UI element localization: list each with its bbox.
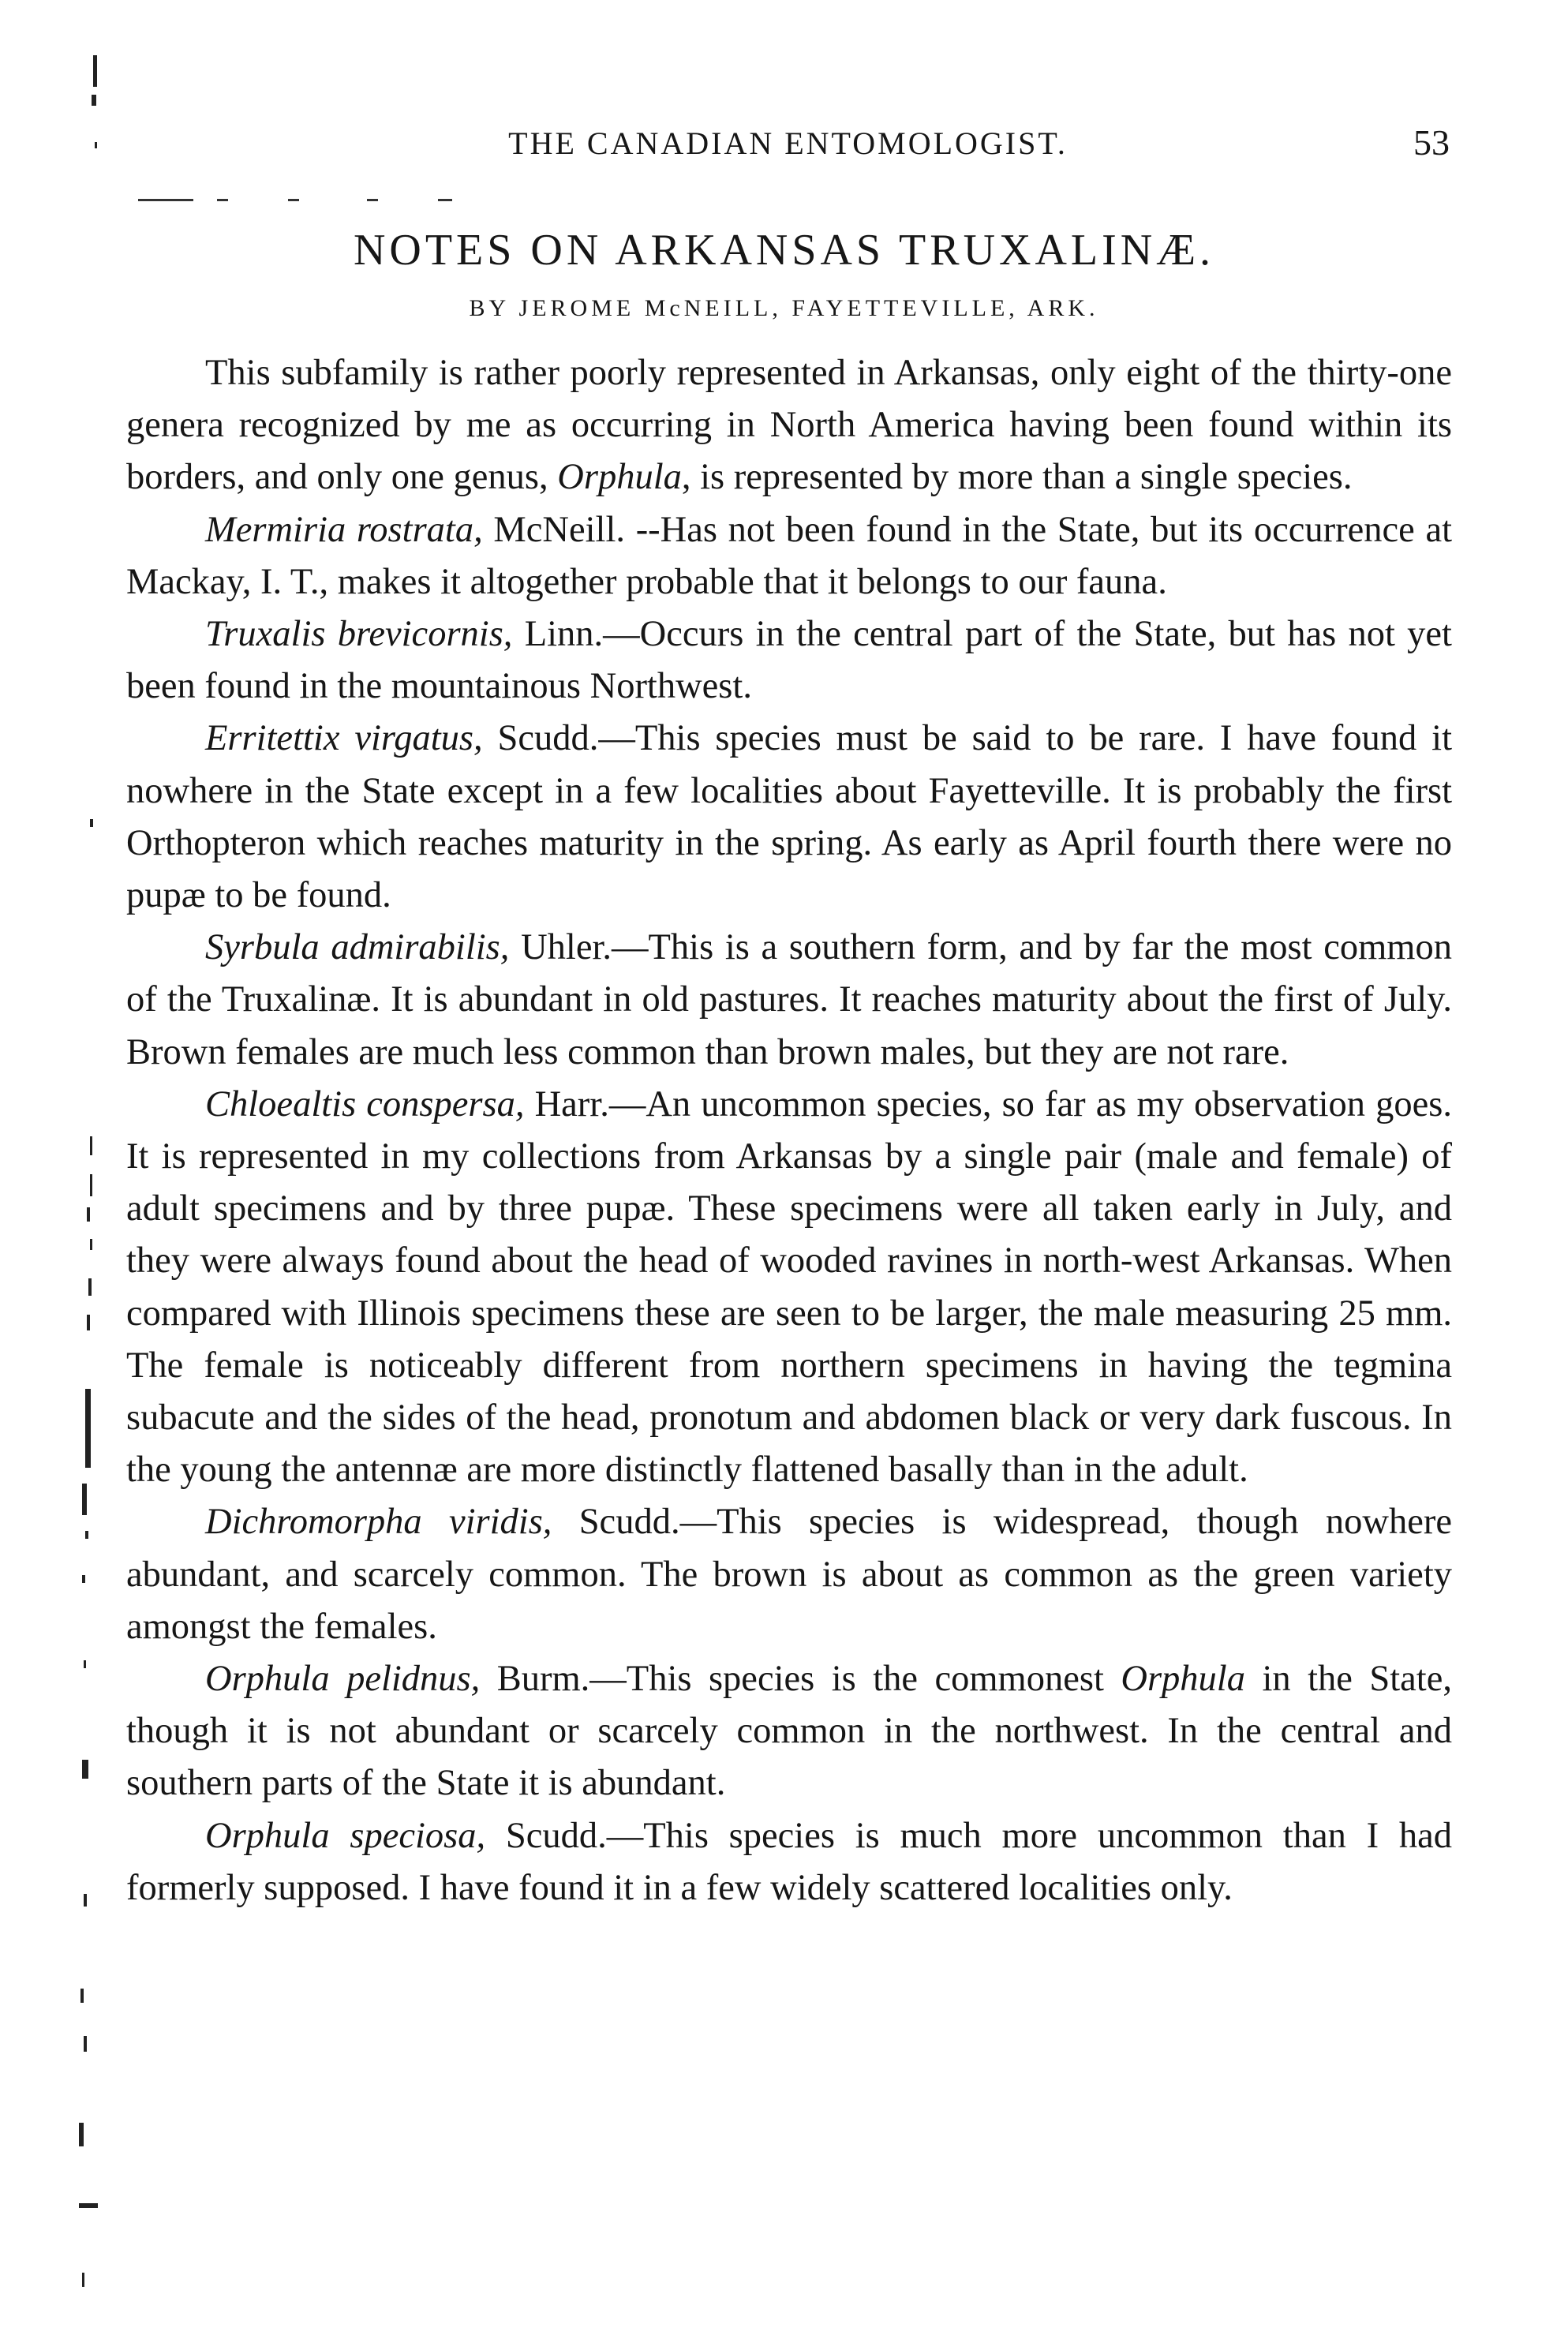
header-rule: [138, 197, 470, 202]
species-name: Mermiria rostrata,: [205, 509, 483, 550]
paragraph-dichromorpha: [126, 1496, 1452, 1653]
paragraph-chloealtis: [126, 1079, 1452, 1497]
paragraph-text: Harr.—An uncommon species, so far as my observation goes. It is represented in my collections from Arkansas by a single pair (male and female) of adult specimens and by three pupæ. These specimens were all taken early in July, and they were always found about the head of wooded ravines in north-west Arkansas. When compared with Illinois specimens these are seen to be larger, the male measuring 25 mm. The female is noticeably different from northern specimens in having the tegmina subacute and the sides of the head, pronotum and abdomen black or very dark fuscous. In the young the antennæ are more distinctly flattened basally than in the adult.: [126, 1083, 1452, 1491]
species-name: Dichromorpha viridis,: [205, 1502, 552, 1543]
paragraph-text: Scudd.—This species is much more uncommon than I had formerly supposed. I have found it in a few widely scattered localities only.: [126, 1815, 1452, 1908]
species-name: Chloealtis conspersa,: [205, 1083, 525, 1124]
article-byline: BY JEROME McNEILL, FAYETTEVILLE, ARK.: [469, 295, 1099, 321]
paragraph-intro: [126, 347, 1452, 504]
paragraph-orphula-speciosa: [126, 1810, 1452, 1914]
genus-name: Orphula: [1121, 1659, 1245, 1700]
paragraph-text: Uhler.—This is a southern form, and by far the most common of the Truxalinæ. It is abundant in old pastures. It reaches maturity about the first of July. Brown females are much less common than brown males, but they are not rare.: [126, 927, 1452, 1072]
running-head: [126, 122, 1450, 180]
paragraph-text: Scudd.—This species must be said to be rare. I have found it nowhere in the State except in a few localities about Fayetteville. It is probably the first Orthopteron which reaches maturity in the spring. As early as April fourth there were no pupæ to be found.: [126, 718, 1452, 916]
species-name: Orphula pelidnus,: [205, 1659, 481, 1700]
paragraph-truxalis: [126, 608, 1452, 713]
species-name: Syrbula admirabilis,: [205, 927, 510, 968]
page-number: 53: [1413, 122, 1450, 163]
paragraph-syrbula: [126, 922, 1452, 1079]
species-name: Orphula speciosa,: [205, 1815, 486, 1856]
genus-name: Orphula: [557, 457, 682, 498]
species-name: Truxalis brevicornis,: [205, 614, 513, 655]
paragraph-text: This subfamily is rather poorly represented in Arkansas, only eight of the thirty-one genera recognized by me as occurring in North America having been found within its borders, and only one genus,: [126, 353, 1452, 498]
journal-title: THE CANADIAN ENTOMOLOGIST.: [508, 125, 1068, 161]
article-body: [126, 347, 1452, 1914]
paragraph-text: Burm.—This species is the commonest: [480, 1659, 1121, 1700]
paragraph-text: Scudd.—This species is widespread, though nowhere abundant, and scarcely common. The brown is about as common as the green variety amongst the females.: [126, 1502, 1452, 1647]
paragraph-text: Linn.—Occurs in the central part of the State, but has not yet been found in the mountainous Northwest.: [126, 614, 1452, 707]
paragraph-text: McNeill. --Has not been found in the State, but its occurrence at Mackay, I. T., makes it altogether probable that it belongs to our fauna.: [126, 509, 1453, 602]
paragraph-mermiria: [126, 504, 1452, 608]
species-name: Erritettix virgatus,: [205, 718, 483, 759]
margin-scan-marks: [0, 0, 103, 2335]
paragraph-text: in the State, though it is not abundant or scarcely common in the northwest. In the central and southern parts of the State it is abundant.: [126, 1659, 1452, 1804]
article-title: NOTES ON ARKANSAS TRUXALINÆ.: [353, 226, 1215, 275]
paragraph-erritettix: [126, 713, 1452, 922]
paragraph-text: , is represented by more than a single species.: [681, 457, 1353, 498]
paragraph-orphula-pelidnus: [126, 1653, 1452, 1810]
